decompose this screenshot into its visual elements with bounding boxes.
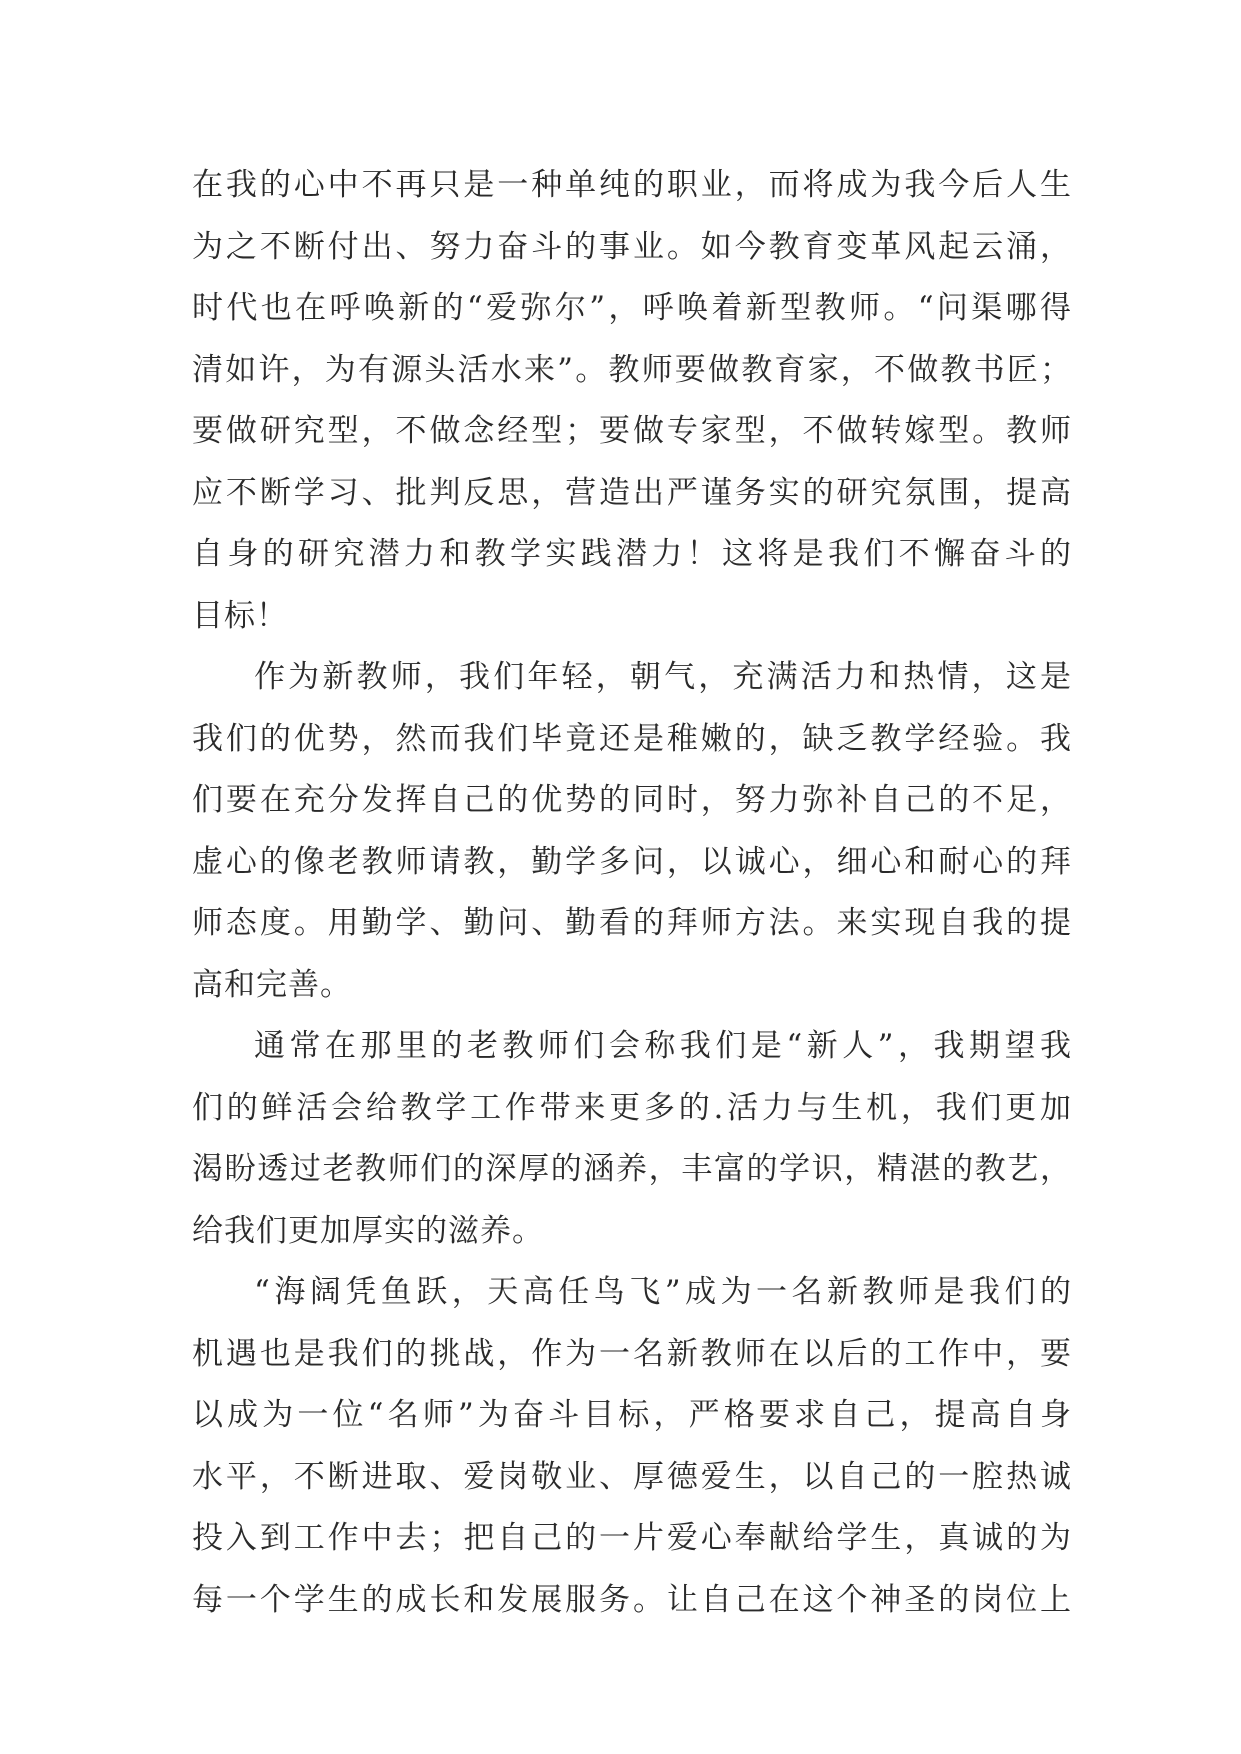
text-line: 作为新教师，我们年轻，朝气，充满活力和热情，这是 xyxy=(254,659,1072,695)
text-line: 自身的研究潜力和教学实践潜力！这将是我们不懈奋斗的 xyxy=(192,536,1072,572)
text-line: 们的鲜活会给教学工作带来更多的.活力与生机，我们更加 xyxy=(192,1089,1072,1126)
text-line: 虚心的像老教师请教，勤学多问，以诚心，细心和耐心的拜 xyxy=(192,843,1072,880)
text-line: 应不断学习、批判反思，营造出严谨务实的研究氛围，提高 xyxy=(192,474,1072,511)
text-line: 为之不断付出、努力奋斗的事业。如今教育变革风起云涌， xyxy=(192,228,1072,265)
text-line: 我们的优势，然而我们毕竟还是稚嫩的，缺乏教学经验。我 xyxy=(192,720,1072,757)
text-line: 机遇也是我们的挑战，作为一名新教师在以后的工作中，要 xyxy=(192,1335,1072,1372)
text-line: 要做研究型，不做念经型；要做专家型，不做转嫁型。教师 xyxy=(192,413,1072,449)
text-line: 渴盼透过老教师们的深厚的涵养，丰富的学识，精湛的教艺， xyxy=(192,1151,1072,1187)
text-line: 每一个学生的成长和发展服务。让自己在这个神圣的岗位上 xyxy=(192,1581,1072,1618)
text-line: 以成为一位“名师”为奋斗目标，严格要求自己，提高自身 xyxy=(192,1397,1072,1433)
text-line: 在我的心中不再只是一种单纯的职业，而将成为我今后人生 xyxy=(192,167,1072,203)
text-line: 水平，不断进取、爱岗敬业、厚德爱生，以自己的一腔热诚 xyxy=(192,1458,1072,1495)
text-line: “海阔凭鱼跃，天高任鸟飞”成为一名新教师是我们的 xyxy=(254,1274,1072,1310)
text-line: 通常在那里的老教师们会称我们是“新人”，我期望我 xyxy=(254,1028,1072,1064)
text-line: 清如许，为有源头活水来”。教师要做教育家，不做教书匠； xyxy=(192,351,1072,388)
text-line: 时代也在呼唤新的“爱弥尔”，呼唤着新型教师。“问渠哪得 xyxy=(192,290,1072,326)
text-line: 目标！ xyxy=(192,597,288,634)
text-line: 们要在充分发挥自己的优势的同时，努力弥补自己的不足， xyxy=(192,782,1072,818)
text-line: 师态度。用勤学、勤问、勤看的拜师方法。来实现自我的提 xyxy=(192,905,1072,941)
text-line: 高和完善。 xyxy=(192,966,352,1003)
text-line: 给我们更加厚实的滋养。 xyxy=(192,1212,544,1249)
body-text xyxy=(192,155,1072,1631)
text-line: 投入到工作中去；把自己的一片爱心奉献给学生，真诚的为 xyxy=(192,1520,1072,1556)
